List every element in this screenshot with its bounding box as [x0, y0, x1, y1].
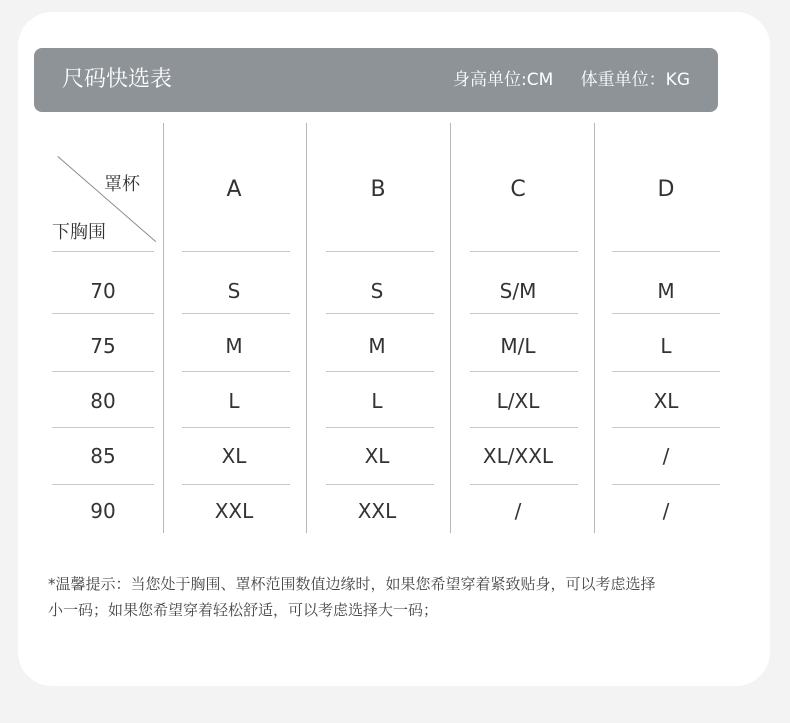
- size-cell: /: [514, 499, 522, 523]
- row-divider: [612, 313, 720, 314]
- size-cell: XL: [221, 444, 247, 468]
- size-cell: XL: [364, 444, 390, 468]
- column-header-d: D: [657, 177, 675, 202]
- size-cell: M: [225, 334, 243, 358]
- row-divider: [612, 371, 720, 372]
- row-divider: [326, 313, 434, 314]
- row-divider: [52, 313, 154, 314]
- footnote: [48, 571, 748, 623]
- row-divider: [182, 251, 290, 252]
- row-divider: [612, 251, 720, 252]
- size-cell: S/M: [499, 279, 537, 303]
- corner-label-cup: 罩杯: [104, 174, 140, 195]
- row-divider: [182, 371, 290, 372]
- column-header-c: C: [510, 177, 526, 202]
- row-divider: [52, 251, 154, 252]
- row-divider: [182, 427, 290, 428]
- size-cell: L: [660, 334, 672, 358]
- size-cell: S: [370, 279, 384, 303]
- size-cell: L: [371, 389, 383, 413]
- row-divider: [612, 427, 720, 428]
- row-divider: [470, 484, 578, 485]
- size-cell: S: [227, 279, 241, 303]
- row-divider: [326, 371, 434, 372]
- unit-info: [453, 48, 690, 112]
- row-divider: [470, 313, 578, 314]
- page-title: 尺码快选表: [62, 67, 173, 92]
- column-header-b: B: [370, 177, 386, 202]
- size-cell: L: [228, 389, 240, 413]
- row-divider: [612, 484, 720, 485]
- size-cell: /: [662, 499, 670, 523]
- size-cell: M: [368, 334, 386, 358]
- column-divider: [594, 123, 595, 533]
- row-divider: [470, 371, 578, 372]
- size-cell: XL: [653, 389, 679, 413]
- size-cell: XXL: [214, 499, 254, 523]
- weight-unit-label: 体重单位：KG: [580, 70, 690, 90]
- row-divider: [326, 251, 434, 252]
- column-divider: [306, 123, 307, 533]
- row-divider: [52, 427, 154, 428]
- header-banner: [34, 48, 718, 112]
- footnote-line-2: 小一码；如果您希望穿着轻松舒适，可以考虑选择大一码；: [48, 601, 439, 619]
- row-divider: [182, 484, 290, 485]
- column-divider: [450, 123, 451, 533]
- row-band-90: 90: [90, 499, 116, 523]
- row-band-80: 80: [90, 389, 116, 413]
- column-divider: [163, 123, 164, 533]
- column-header-a: A: [226, 177, 242, 202]
- row-band-85: 85: [90, 444, 116, 468]
- row-divider: [470, 251, 578, 252]
- row-divider: [52, 484, 154, 485]
- size-cell: M: [657, 279, 675, 303]
- size-cell: XL/XXL: [482, 444, 554, 468]
- height-unit-label: 身高单位:CM: [453, 70, 554, 90]
- size-cell: L/XL: [496, 389, 540, 413]
- row-divider: [326, 484, 434, 485]
- row-divider: [326, 427, 434, 428]
- row-band-70: 70: [90, 279, 116, 303]
- footnote-line-1: *温馨提示：当您处于胸围、罩杯范围数值边缘时，如果您希望穿着紧致贴身，可以考虑选择: [48, 575, 656, 593]
- corner-label-underbust: 下胸围: [52, 222, 106, 243]
- row-divider: [52, 371, 154, 372]
- row-divider: [182, 313, 290, 314]
- size-cell: /: [662, 444, 670, 468]
- row-band-75: 75: [90, 334, 116, 358]
- size-cell: M/L: [500, 334, 536, 358]
- row-divider: [470, 427, 578, 428]
- size-cell: XXL: [357, 499, 397, 523]
